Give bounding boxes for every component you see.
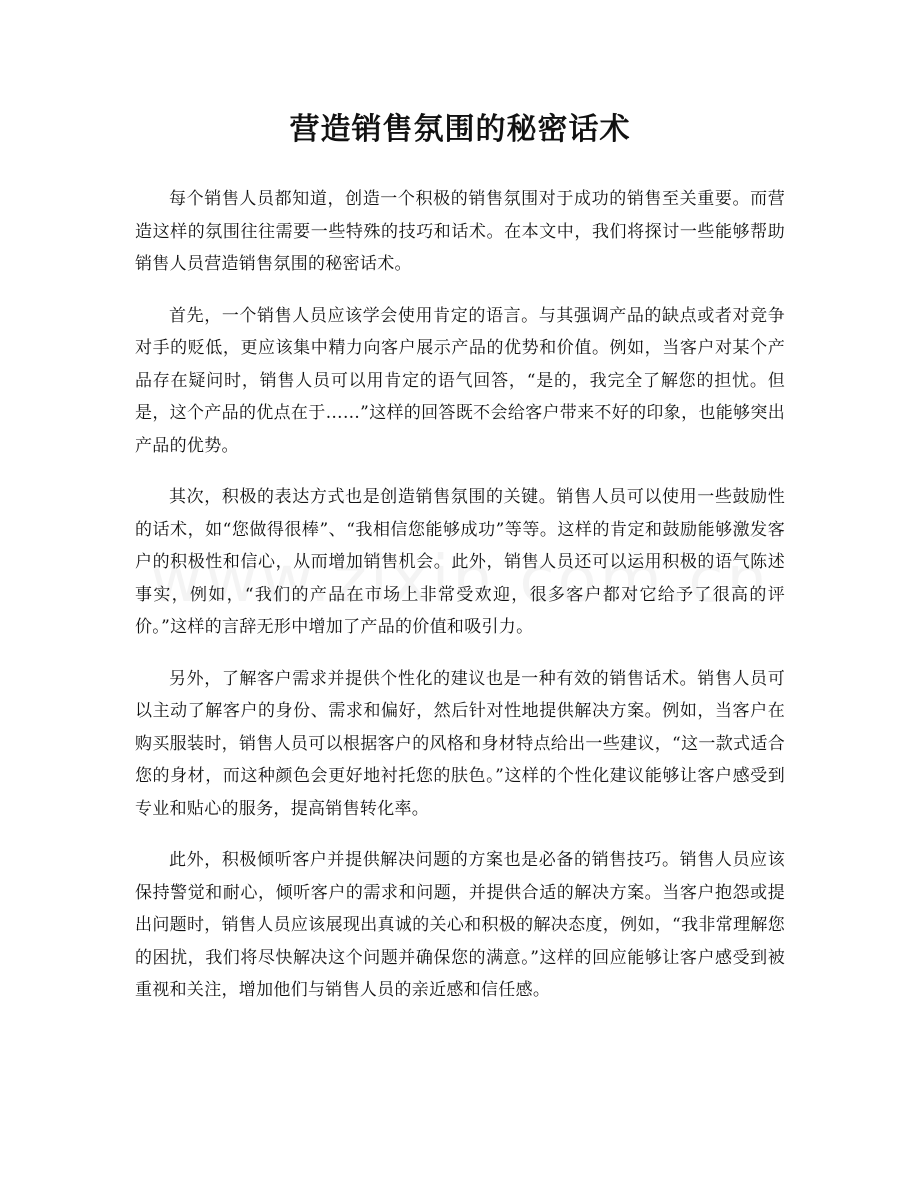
paragraph-positive-expression: 其次，积极的表达方式也是创造销售氛围的关键。销售人员可以使用一些鼓励性的话术，如“您做得很棒”、“我相信您能够成功”等等。这样的肯定和鼓励能够激发客户的积极性和信心，从而增加销售机会。此外，销售人员还可以运用积极的语气陈述事实，例如，“我们的产品在市场上非常受欢迎，很多客户都对它给予了很高的评价。”这样的言辞无形中增加了产品的价值和吸引力。 — [135, 487, 785, 637]
paragraph-affirmative-language: 首先，一个销售人员应该学会使用肯定的语言。与其强调产品的缺点或者对竞争对手的贬低，更应该集中精力向客户展示产品的优势和价值。例如，当客户对某个产品存在疑问时，销售人员可以用肯定的语气回答，“是的，我完全了解您的担忧。但是，这个产品的优点在于……”这样的回答既不会给客户带来不好的印象，也能够突出产品的优势。 — [135, 305, 785, 456]
document-title: 营造销售氛围的秘密话术 — [289, 112, 631, 147]
document-body — [135, 183, 785, 1026]
paragraph-personalized-advice: 另外，了解客户需求并提供个性化的建议也是一种有效的销售话术。销售人员可以主动了解客户的身份、需求和偏好，然后针对性地提供解决方案。例如，当客户在购买服装时，销售人员可以根据客户的风格和身材特点给出一些建议，“这一款式适合您的身材，而这种颜色会更好地衬托您的肤色。”这样的个性化建议能够让客户感受到专业和贴心的服务，提高销售转化率。 — [135, 668, 785, 819]
paragraph-intro: 每个销售人员都知道，创造一个积极的销售氛围对于成功的销售至关重要。而营造这样的氛围往往需要一些特殊的技巧和话术。在本文中，我们将探讨一些能够帮助销售人员营造销售氛围的秘密话术。 — [135, 189, 785, 274]
paragraph-active-listening: 此外，积极倾听客户并提供解决问题的方案也是必备的销售技巧。销售人员应该保持警觉和耐心，倾听客户的需求和问题，并提供合适的解决方案。当客户抱怨或提出问题时，销售人员应该展现出真诚的关心和积极的解决态度，例如，“我非常理解您的困扰，我们将尽快解决这个问题并确保您的满意。”这样的回应能够让客户感受到被重视和关注，增加他们与销售人员的亲近感和信任感。 — [135, 850, 785, 1000]
